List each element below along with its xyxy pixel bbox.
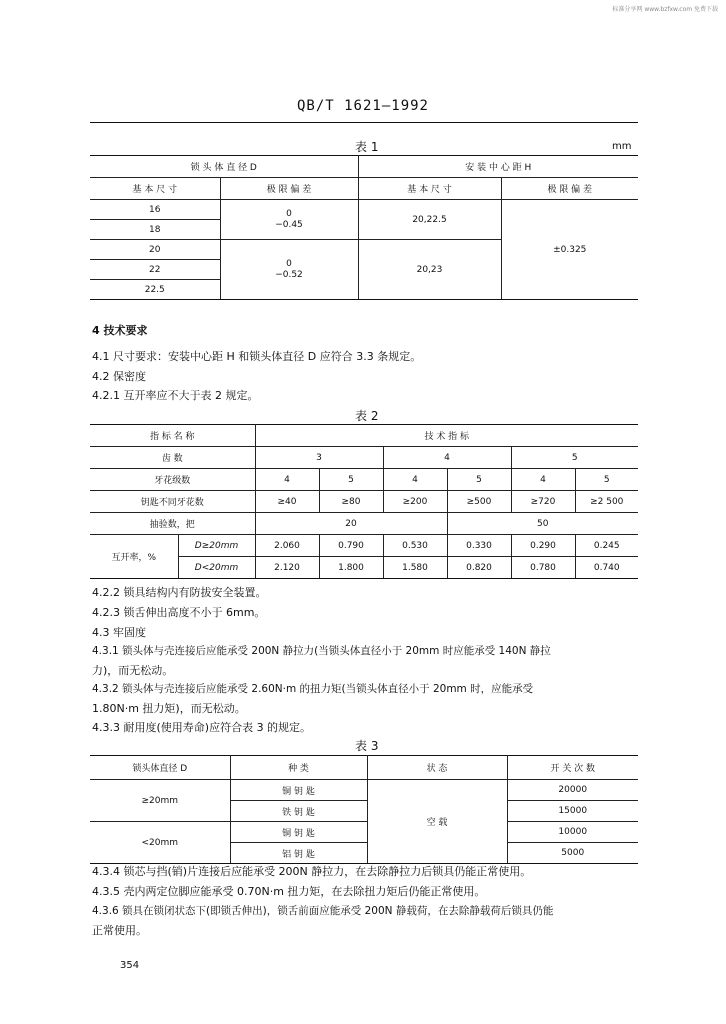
table2-label-indicator: 指 标 名 称	[90, 425, 255, 447]
table-3	[90, 755, 638, 864]
para-4-3-1-cont: 力)，而无松动。	[92, 664, 174, 677]
table3-kind: 铁 钥 匙	[230, 801, 367, 822]
table3-count: 10000	[507, 822, 638, 843]
table2-label-tech: 技 术 指 标	[255, 425, 638, 447]
table2-cond-ge20: D≥20mm	[178, 535, 255, 557]
para-4-3: 4.3 牢固度	[92, 626, 146, 639]
table1-group-h: 安 装 中 心 距 H	[358, 156, 638, 178]
table2-keys: ≥40	[255, 491, 319, 513]
table2-rate: 2.060	[255, 535, 319, 557]
table1-group-d: 锁 头 体 直 径 D	[90, 156, 358, 178]
table2-label-keys: 钥匙不同牙花数	[90, 491, 255, 513]
table3-caption: 表 3	[355, 739, 379, 753]
para-4-2-2: 4.2.2 锁具结构内有防拔安全装置。	[92, 586, 267, 599]
table1-unit: mm	[612, 141, 632, 152]
table1-col-dev-h: 极 限 偏 差	[501, 178, 638, 200]
table3-count: 15000	[507, 801, 638, 822]
table1-d-value: 18	[90, 220, 220, 240]
table-1	[90, 155, 638, 300]
table1-caption: 表 1	[355, 140, 379, 154]
table2-rate: 2.120	[255, 557, 319, 579]
table1-d-value: 16	[90, 200, 220, 220]
section-4-title: 4 技术要求	[92, 324, 148, 337]
table2-label-rate: 互开率，%	[90, 535, 178, 579]
para-4-2-1: 4.2.1 互开率应不大于表 2 规定。	[92, 389, 259, 402]
table2-teeth: 4	[383, 447, 511, 469]
table3-d-lt20: <20mm	[90, 822, 230, 864]
table2-keys: ≥80	[319, 491, 383, 513]
table2-grade: 5	[319, 469, 383, 491]
para-4-3-4: 4.3.4 锁芯与挡(销)片连接后应能承受 200N 静拉力，在去除静拉力后锁具仍能正常使用。	[92, 865, 532, 878]
table2-label-samples: 抽验数，把	[90, 513, 255, 535]
para-4-3-3: 4.3.3 耐用度(使用寿命)应符合表 3 的规定。	[92, 721, 312, 734]
table2-rate: 0.780	[511, 557, 575, 579]
table2-cond-lt20: D<20mm	[178, 557, 255, 579]
table2-samples: 20	[255, 513, 447, 535]
para-4-3-1: 4.3.1 锁头体与壳连接后应能承受 200N 静拉力(当锁头体直径小于 20mm 时应能承受 140N 静拉	[92, 645, 551, 657]
watermark: 标准分享网 www.bzfxw.com 免费下载	[612, 6, 718, 13]
table2-keys: ≥500	[447, 491, 511, 513]
table2-rate: 0.530	[383, 535, 447, 557]
standard-header: QB/T 1621—1992	[296, 98, 429, 114]
table2-keys: ≥200	[383, 491, 447, 513]
table3-kind: 铝 钥 匙	[230, 843, 367, 864]
page-number: 354	[120, 960, 140, 971]
table2-rate: 1.580	[383, 557, 447, 579]
para-4-3-2-cont: 1.80N·m 扭力矩)，而无松动。	[92, 702, 246, 715]
table2-rate: 0.330	[447, 535, 511, 557]
table2-grade: 4	[383, 469, 447, 491]
table3-kind: 铜 钥 匙	[230, 780, 367, 801]
table2-rate: 0.740	[575, 557, 638, 579]
para-4-1: 4.1 尺寸要求：安装中心距 H 和锁头体直径 D 应符合 3.3 条规定。	[92, 350, 422, 363]
table2-grade: 5	[575, 469, 638, 491]
table2-label-teeth: 齿 数	[90, 447, 255, 469]
table3-col-kind: 种 类	[230, 756, 367, 780]
table2-grade: 4	[511, 469, 575, 491]
table1-h-basic-1: 20,22.5	[358, 200, 501, 240]
table3-kind: 铜 钥 匙	[230, 822, 367, 843]
table2-samples: 50	[447, 513, 638, 535]
table3-d-ge20: ≥20mm	[90, 780, 230, 822]
table2-rate: 0.290	[511, 535, 575, 557]
header-rule	[90, 122, 638, 123]
para-4-2-3: 4.2.3 锁舌伸出高度不小于 6mm。	[92, 606, 266, 619]
table1-h-basic-2: 20,23	[358, 240, 501, 300]
para-4-3-5: 4.3.5 壳内两定位脚应能承受 0.70N·m 扭力矩，在去除扭力矩后仍能正常使用。	[92, 885, 486, 898]
table1-d-value: 20	[90, 240, 220, 260]
para-4-3-6-cont: 正常使用。	[92, 924, 147, 937]
table1-col-dev-d: 极 限 偏 差	[220, 178, 358, 200]
table3-state: 空 载	[367, 780, 507, 864]
table2-teeth: 5	[511, 447, 638, 469]
table1-h-dev: ±0.325	[501, 200, 638, 300]
table3-count: 5000	[507, 843, 638, 864]
table2-grade: 4	[255, 469, 319, 491]
table3-col-state: 状 态	[367, 756, 507, 780]
table3-col-d: 锁头体直径 D	[90, 756, 230, 780]
table2-caption: 表 2	[355, 409, 379, 423]
table2-rate: 1.800	[319, 557, 383, 579]
table2-rate: 0.245	[575, 535, 638, 557]
table1-col-basic-d: 基 本 尺 寸	[90, 178, 220, 200]
table2-keys: ≥2 500	[575, 491, 638, 513]
table1-dev-d-1: 0 −0.45	[220, 200, 358, 240]
table2-rate: 0.790	[319, 535, 383, 557]
table3-count: 20000	[507, 780, 638, 801]
table2-grade: 5	[447, 469, 511, 491]
para-4-3-2: 4.3.2 锁头体与壳连接后应能承受 2.60N·m 的扭力矩(当锁头体直径小于 20mm 时，应能承受	[92, 683, 534, 695]
table1-dev-d-2: 0 −0.52	[220, 240, 358, 300]
table1-d-value: 22	[90, 260, 220, 280]
table2-label-grade: 牙花级数	[90, 469, 255, 491]
para-4-3-6: 4.3.6 锁具在锁闭状态下(即锁舌伸出)，锁舌前面应能承受 200N 静载荷，在去除静载荷后锁具仍能	[92, 905, 554, 917]
table2-rate: 0.820	[447, 557, 511, 579]
table2-teeth: 3	[255, 447, 383, 469]
table2-keys: ≥720	[511, 491, 575, 513]
table3-col-count: 开 关 次 数	[507, 756, 638, 780]
table-2	[90, 424, 638, 579]
para-4-2: 4.2 保密度	[92, 370, 146, 383]
table1-col-basic-h: 基 本 尺 寸	[358, 178, 501, 200]
table1-d-value: 22.5	[90, 280, 220, 300]
